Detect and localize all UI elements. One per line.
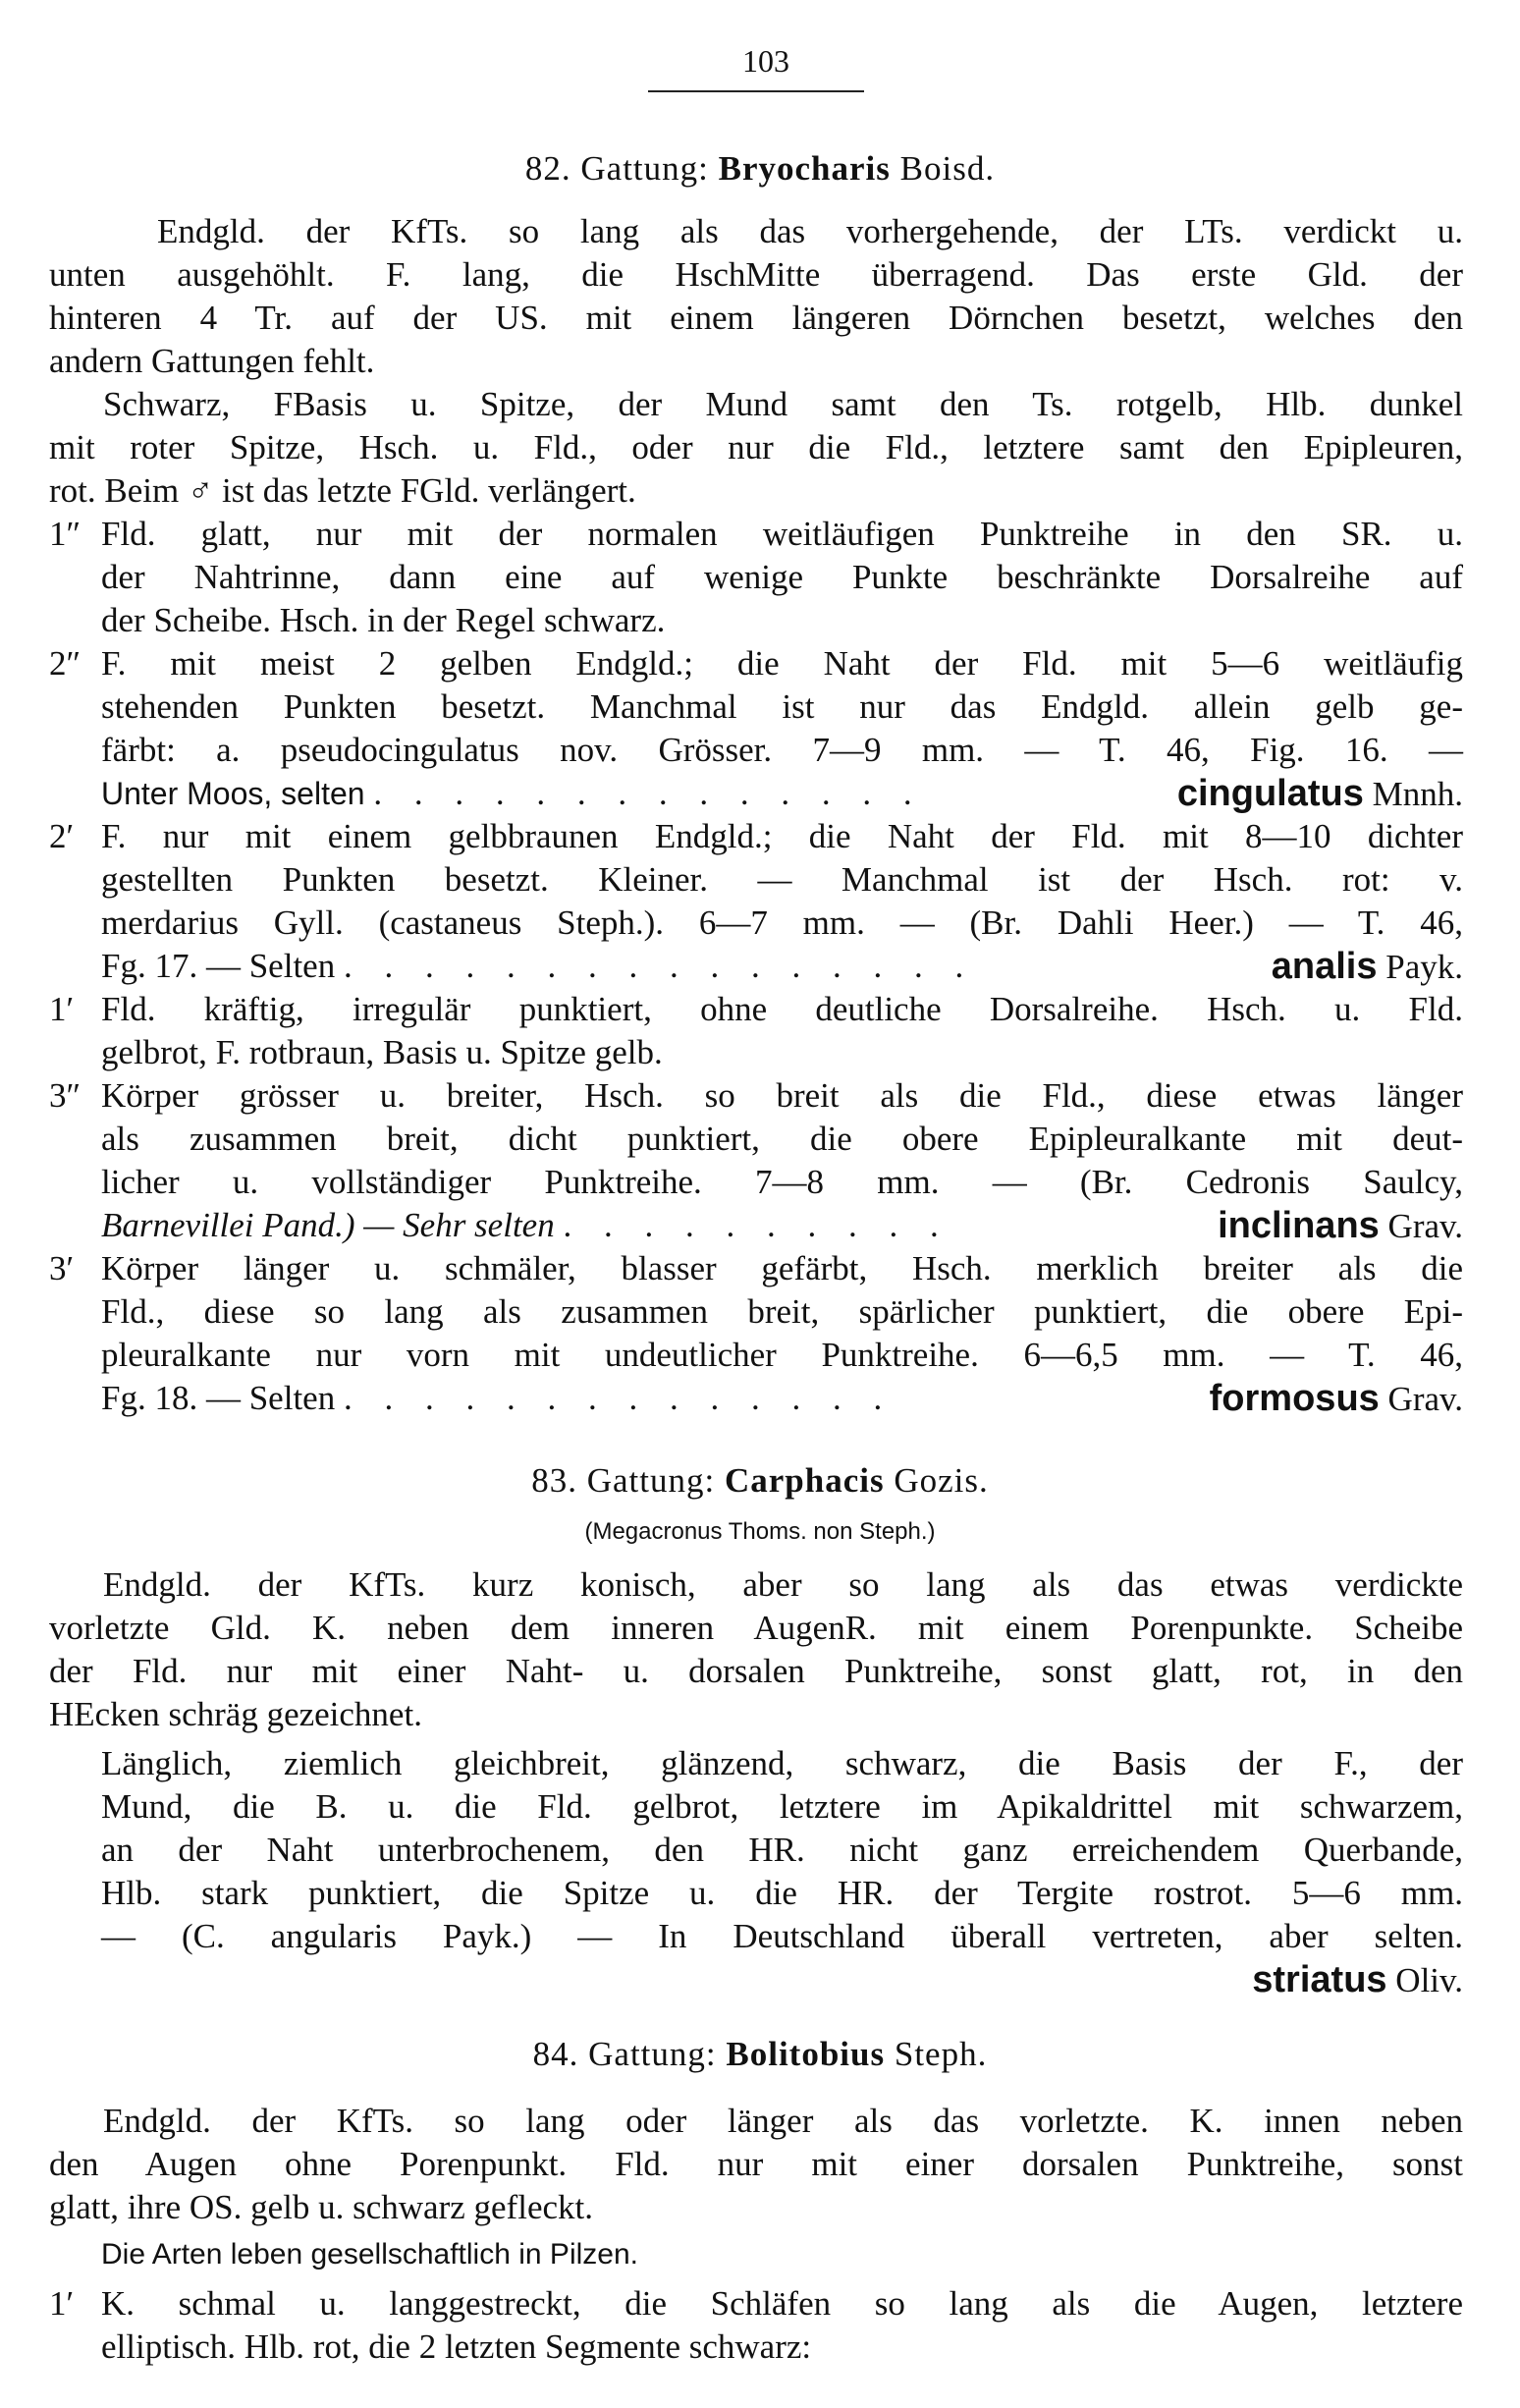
key-number: 1″ <box>49 515 81 553</box>
text-line: gelbrot, F. rotbraun, Basis u. Spitze gelb. <box>101 1033 663 1071</box>
species-author: Payk. <box>1385 948 1463 986</box>
text-line: Die Arten leben gesellschaftlich in Pilzen. <box>101 2238 638 2271</box>
text-line: stehenden Punkten besetzt. Manchmal ist nur das Endgld. allein gelb ge- <box>101 687 1463 726</box>
text-line: unten ausgehöhlt. F. lang, die HschMitte überragend. Das erste Gld. der <box>49 255 1463 294</box>
species-line <box>101 772 1463 815</box>
text-line: der Fld. nur mit einer Naht- u. dorsalen Punktreihe, sonst glatt, rot, in den <box>49 1652 1463 1690</box>
key-number: 3″ <box>49 1076 81 1115</box>
text-line: glatt, ihre OS. gelb u. schwarz gefleckt. <box>49 2188 593 2226</box>
leader-dots: . . . . . . . . . . <box>563 1206 950 1244</box>
text-line: Endgld. der KfTs. kurz konisch, aber so lang als das etwas verdickte <box>103 1565 1463 1604</box>
genus-author: Steph. <box>894 2035 988 2073</box>
species-name: inclinans <box>1218 1205 1380 1246</box>
text-line: mit roter Spitze, Hsch. u. Fld., oder nur die Fld., letztere samt den Epipleuren, <box>49 428 1463 466</box>
text-line: Körper länger u. schmäler, blasser gefärbt, Hsch. merklich breiter als die <box>101 1249 1463 1287</box>
text-line: Hlb. stark punktiert, die Spitze u. die HR. der Tergite rostrot. 5—6 mm. <box>101 1874 1463 1912</box>
text-line: licher u. vollständiger Punktreihe. 7—8 mm. — (Br. Cedronis Saulcy, <box>101 1163 1463 1201</box>
species-label <box>1177 772 1463 816</box>
text-line: Fld. kräftig, irregulär punktiert, ohne deutliche Dorsalreihe. Hsch. u. Fld. <box>101 990 1463 1028</box>
species-author: Oliv. <box>1395 1961 1463 1999</box>
text-line: vorletzte Gld. K. neben dem inneren AugenR. mit einem Porenpunkte. Scheibe <box>49 1609 1463 1647</box>
text-line: Länglich, ziemlich gleichbreit, glänzend, schwarz, die Basis der F., der <box>101 1744 1463 1782</box>
text-line: K. schmal u. langgestreckt, die Schläfen so lang als die Augen, letztere <box>101 2284 1463 2323</box>
text-line: hinteren 4 Tr. auf der US. mit einem längeren Dörnchen besetzt, welches den <box>49 299 1463 337</box>
text-line: den Augen ohne Porenpunkt. Fld. nur mit einer dorsalen Punktreihe, sonst <box>49 2145 1463 2183</box>
genus-name: Carphacis <box>724 1461 885 1500</box>
text-line: Fld. glatt, nur mit der normalen weitläufigen Punktreihe in den SR. u. <box>101 515 1463 553</box>
text-line: andern Gattungen fehlt. <box>49 342 375 380</box>
key-number: 2″ <box>49 644 81 683</box>
species-line <box>101 1204 1463 1247</box>
text-line: Endgld. der KfTs. so lang als das vorhergehende, der LTs. verdickt u. <box>157 212 1463 250</box>
text-line: rot. Beim ♂ ist das letzte FGld. verlängert. <box>49 471 636 510</box>
header-rule <box>648 90 864 92</box>
genus-name: Bolitobius <box>726 2035 886 2073</box>
text-line: Mund, die B. u. die Fld. gelbrot, letztere im Apikaldrittel mit schwarzem, <box>101 1787 1463 1826</box>
species-label <box>1272 945 1463 989</box>
text-line: der Nahtrinne, dann eine auf wenige Punkte beschränkte Dorsalreihe auf <box>101 558 1463 596</box>
text-line: Schwarz, FBasis u. Spitze, der Mund samt den Ts. rotgelb, Hlb. dunkel <box>103 385 1463 423</box>
species-name: analis <box>1271 946 1378 987</box>
species-line <box>101 945 1463 988</box>
genus-name: Bryocharis <box>718 149 891 188</box>
genus-author: Boisd. <box>899 149 996 188</box>
key-number: 2′ <box>49 817 75 855</box>
text-line: Fld., diese so lang als zusammen breit, spärlicher punktiert, die obere Epi- <box>101 1292 1463 1331</box>
key-number: 1′ <box>49 2284 75 2323</box>
species-name: cingulatus <box>1176 773 1364 814</box>
page-number: 103 <box>742 43 789 79</box>
text-line: Endgld. der KfTs. so lang oder länger als das vorletzte. K. innen neben <box>103 2102 1463 2140</box>
text-line: elliptisch. Hlb. rot, die 2 letzten Segmente schwarz: <box>101 2327 812 2366</box>
text-line: pleuralkante nur vorn mit undeutlicher Punktreihe. 6—6,5 mm. — T. 46, <box>101 1336 1463 1374</box>
genus-heading-82 <box>0 147 1520 191</box>
key-number: 1′ <box>49 990 75 1028</box>
species-author: Mnnh. <box>1372 775 1463 813</box>
text-line: — (C. angularis Payk.) — In Deutschland überall vertreten, aber selten. <box>101 1917 1463 1955</box>
text-line: färbt: a. pseudocingulatus nov. Grösser. 7—9 mm. — T. 46, Fig. 16. — <box>101 731 1463 769</box>
species-line <box>101 1377 1463 1420</box>
text-line: HEcken schräg gezeichnet. <box>49 1695 422 1733</box>
genus-heading-83 <box>0 1459 1520 1503</box>
text-line: gestellten Punkten besetzt. Kleiner. — Manchmal ist der Hsch. rot: v. <box>101 860 1463 899</box>
heading-prefix: 83. Gattung: <box>531 1461 716 1500</box>
text-line: Fg. 18. — Selten <box>101 1379 336 1417</box>
species-label <box>101 1958 1463 2002</box>
text-line: Unter Moos, selten <box>101 776 365 811</box>
genus-author: Gozis. <box>894 1461 989 1500</box>
text-line: an der Naht unterbrochenem, den HR. nicht ganz erreichendem Querbande, <box>101 1831 1463 1869</box>
text-line: Fg. 17. — Selten <box>101 947 336 985</box>
text-line: Körper grösser u. breiter, Hsch. so breit als die Fld., diese etwas länger <box>101 1076 1463 1115</box>
leader-dots: . . . . . . . . . . . . . . . . <box>343 947 976 985</box>
heading-prefix: 84. Gattung: <box>532 2035 717 2073</box>
text-line: Barnevillei Pand.) — Sehr selten <box>101 1206 555 1244</box>
text-line: als zusammen breit, dicht punktiert, die obere Epipleuralkante mit deut- <box>101 1120 1463 1158</box>
genus-synonym: (Megacronus Thoms. non Steph.) <box>584 1518 936 1545</box>
species-name: striatus <box>1252 1959 1387 2000</box>
text-line: F. mit meist 2 gelben Endgld.; die Naht der Fld. mit 5—6 weitläufig <box>101 644 1463 683</box>
species-author: Grav. <box>1387 1380 1463 1418</box>
genus-heading-84 <box>0 2033 1520 2076</box>
species-name: formosus <box>1209 1378 1380 1419</box>
leader-dots: . . . . . . . . . . . . . . <box>373 774 924 812</box>
species-label <box>1210 1377 1463 1421</box>
key-number: 3′ <box>49 1249 75 1287</box>
leader-dots: . . . . . . . . . . . . . . <box>343 1379 895 1417</box>
text-line: merdarius Gyll. (castaneus Steph.). 6—7 mm. — (Br. Dahli Heer.) — T. 46, <box>101 903 1463 942</box>
species-label <box>1218 1204 1463 1248</box>
text-line: F. nur mit einem gelbbraunen Endgld.; die Naht der Fld. mit 8—10 dichter <box>101 817 1463 855</box>
text-line: der Scheibe. Hsch. in der Regel schwarz. <box>101 601 666 639</box>
heading-prefix: 82. Gattung: <box>524 149 709 188</box>
species-author: Grav. <box>1387 1207 1463 1245</box>
